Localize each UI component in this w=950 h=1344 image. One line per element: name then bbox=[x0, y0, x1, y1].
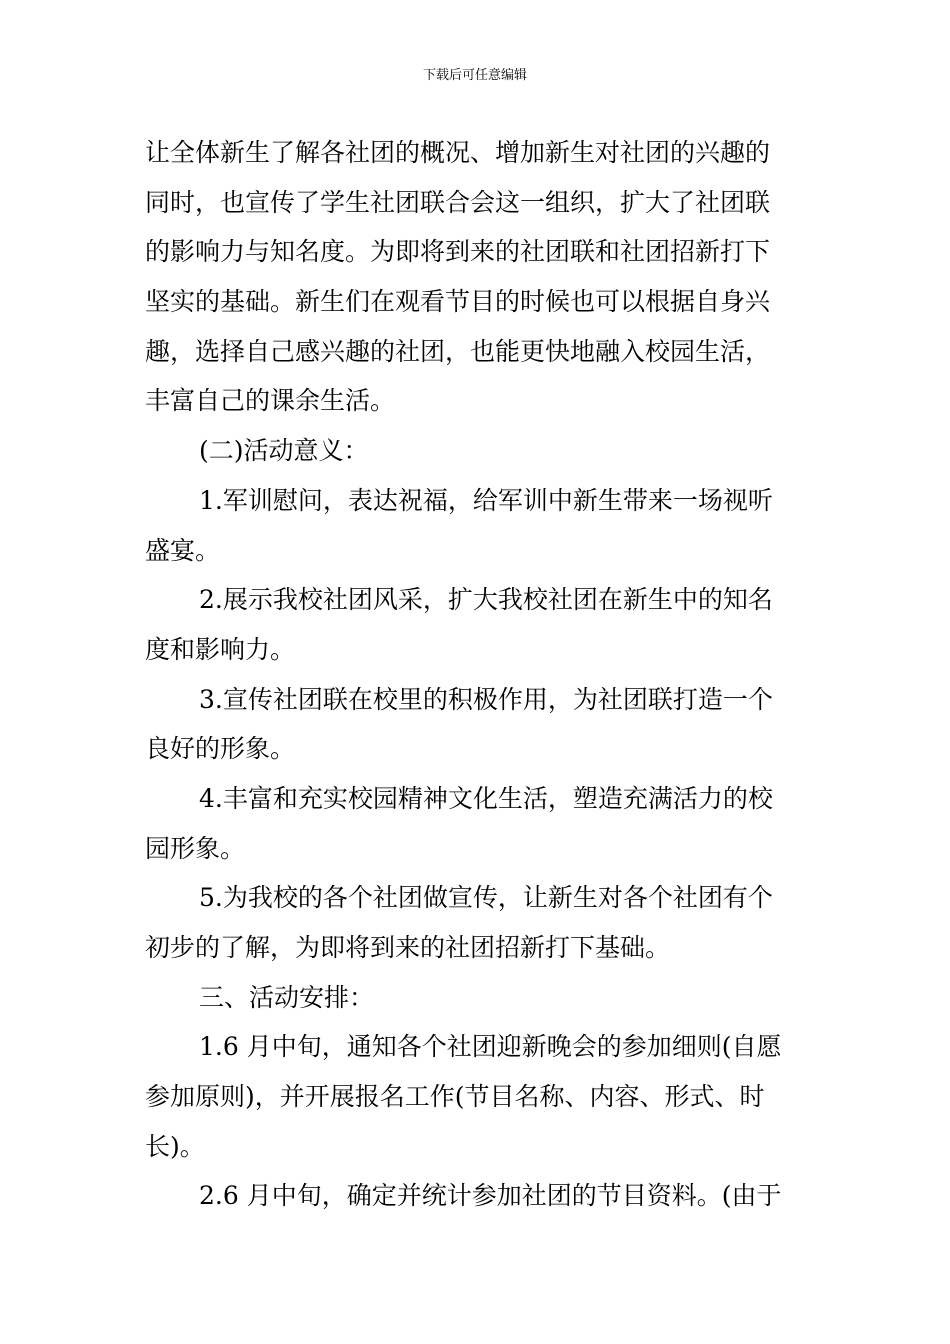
text-line: 良好的形象。 bbox=[145, 734, 296, 764]
text-line: 的影响力与知名度。为即将到来的社团联和社团招新打下 bbox=[145, 237, 771, 267]
text-line: 同时，也宣传了学生社团联合会这一组织，扩大了社团联 bbox=[145, 187, 771, 217]
text-line: 园形象。 bbox=[145, 833, 246, 863]
section-heading: 三、活动安排： bbox=[199, 982, 375, 1012]
list-item: 1.6 月中旬，通知各个社团迎新晚会的参加细则(自愿 bbox=[199, 1032, 782, 1062]
list-item: 4.丰富和充实校园精神文化生活，塑造充满活力的校 bbox=[199, 783, 773, 813]
list-item: 3.宣传社团联在校里的积极作用，为社团联打造一个 bbox=[199, 684, 773, 714]
list-item: 2.展示我校社团风采，扩大我校社团在新生中的知名 bbox=[199, 585, 773, 615]
list-item: 5.为我校的各个社团做宣传，让新生对各个社团有个 bbox=[199, 883, 773, 913]
page-header: 下载后可任意编辑 bbox=[422, 68, 527, 83]
text-line: 参加原则)，并开展报名工作(节目名称、内容、形式、时 bbox=[145, 1082, 765, 1112]
text-line: 让全体新生了解各社团的概况、增加新生对社团的兴趣的 bbox=[145, 138, 771, 167]
text-line: 度和影响力。 bbox=[145, 634, 296, 664]
text-line: 初步的了解，为即将到来的社团招新打下基础。 bbox=[145, 933, 671, 962]
text-line: 丰富自己的课余生活。 bbox=[145, 386, 396, 416]
text-line: 趣，选择自己感兴趣的社团，也能更快地融入校园生活， bbox=[145, 336, 771, 366]
text-line: 坚实的基础。新生们在观看节目的时候也可以根据自身兴 bbox=[145, 287, 771, 317]
list-item: 2.6 月中旬，确定并统计参加社团的节目资料。(由于 bbox=[199, 1181, 782, 1211]
list-item: 1.军训慰问，表达祝福，给军训中新生带来一场视听 bbox=[199, 485, 773, 515]
text-line: 盛宴。 bbox=[145, 535, 221, 565]
document-body bbox=[145, 128, 809, 1221]
section-heading: (二)活动意义： bbox=[199, 436, 369, 466]
text-line: 长)。 bbox=[145, 1131, 205, 1161]
